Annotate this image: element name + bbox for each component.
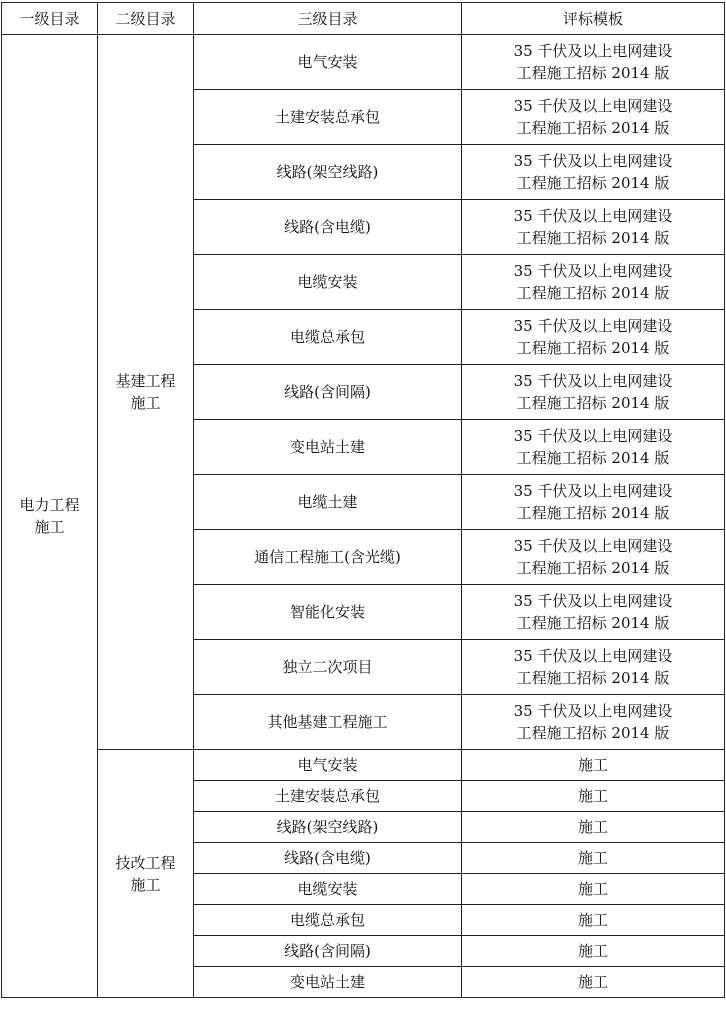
template-cell: 35 千伏及以上电网建设 工程施工招标 2014 版 xyxy=(462,585,725,640)
level3-cell: 独立二次项目 xyxy=(194,640,462,695)
template-cell: 施工 xyxy=(462,967,725,998)
header-row xyxy=(2,3,725,35)
template-cell: 35 千伏及以上电网建设 工程施工招标 2014 版 xyxy=(462,365,725,420)
template-cell: 施工 xyxy=(462,905,725,936)
template-cell: 施工 xyxy=(462,874,725,905)
template-cell: 35 千伏及以上电网建设 工程施工招标 2014 版 xyxy=(462,90,725,145)
level3-cell: 电缆安装 xyxy=(194,255,462,310)
level3-cell: 通信工程施工(含光缆) xyxy=(194,530,462,585)
level3-cell: 线路(含间隔) xyxy=(194,936,462,967)
table-body xyxy=(2,35,725,998)
template-cell: 35 千伏及以上电网建设 工程施工招标 2014 版 xyxy=(462,200,725,255)
template-cell: 施工 xyxy=(462,843,725,874)
level3-cell: 土建安装总承包 xyxy=(194,90,462,145)
template-cell: 35 千伏及以上电网建设 工程施工招标 2014 版 xyxy=(462,420,725,475)
level3-cell: 线路(含电缆) xyxy=(194,843,462,874)
template-cell: 35 千伏及以上电网建设 工程施工招标 2014 版 xyxy=(462,255,725,310)
level3-cell: 线路(含电缆) xyxy=(194,200,462,255)
template-cell: 施工 xyxy=(462,936,725,967)
level3-cell: 智能化安装 xyxy=(194,585,462,640)
template-cell: 35 千伏及以上电网建设 工程施工招标 2014 版 xyxy=(462,530,725,585)
level2-cell: 技改工程 施工 xyxy=(98,750,194,998)
level3-cell: 土建安装总承包 xyxy=(194,781,462,812)
header-level2: 二级目录 xyxy=(98,3,194,35)
template-cell: 35 千伏及以上电网建设 工程施工招标 2014 版 xyxy=(462,695,725,750)
level3-cell: 电气安装 xyxy=(194,35,462,90)
catalog-table xyxy=(1,2,725,998)
level3-cell: 电缆总承包 xyxy=(194,905,462,936)
level3-cell: 电气安装 xyxy=(194,750,462,781)
header-template: 评标模板 xyxy=(462,3,725,35)
level3-cell: 线路(含间隔) xyxy=(194,365,462,420)
template-cell: 35 千伏及以上电网建设 工程施工招标 2014 版 xyxy=(462,310,725,365)
level3-cell: 其他基建工程施工 xyxy=(194,695,462,750)
level1-cell: 电力工程 施工 xyxy=(2,35,98,998)
level3-cell: 电缆总承包 xyxy=(194,310,462,365)
template-cell: 施工 xyxy=(462,750,725,781)
header-level3: 三级目录 xyxy=(194,3,462,35)
level3-cell: 线路(架空线路) xyxy=(194,812,462,843)
level2-cell: 基建工程 施工 xyxy=(98,35,194,750)
level3-cell: 电缆土建 xyxy=(194,475,462,530)
template-cell: 35 千伏及以上电网建设 工程施工招标 2014 版 xyxy=(462,145,725,200)
level3-cell: 电缆安装 xyxy=(194,874,462,905)
template-cell: 35 千伏及以上电网建设 工程施工招标 2014 版 xyxy=(462,35,725,90)
header-level1: 一级目录 xyxy=(2,3,98,35)
level3-cell: 变电站土建 xyxy=(194,967,462,998)
table-row xyxy=(2,750,725,781)
level3-cell: 线路(架空线路) xyxy=(194,145,462,200)
template-cell: 施工 xyxy=(462,781,725,812)
level3-cell: 变电站土建 xyxy=(194,420,462,475)
table-row xyxy=(2,35,725,90)
template-cell: 施工 xyxy=(462,812,725,843)
template-cell: 35 千伏及以上电网建设 工程施工招标 2014 版 xyxy=(462,640,725,695)
template-cell: 35 千伏及以上电网建设 工程施工招标 2014 版 xyxy=(462,475,725,530)
